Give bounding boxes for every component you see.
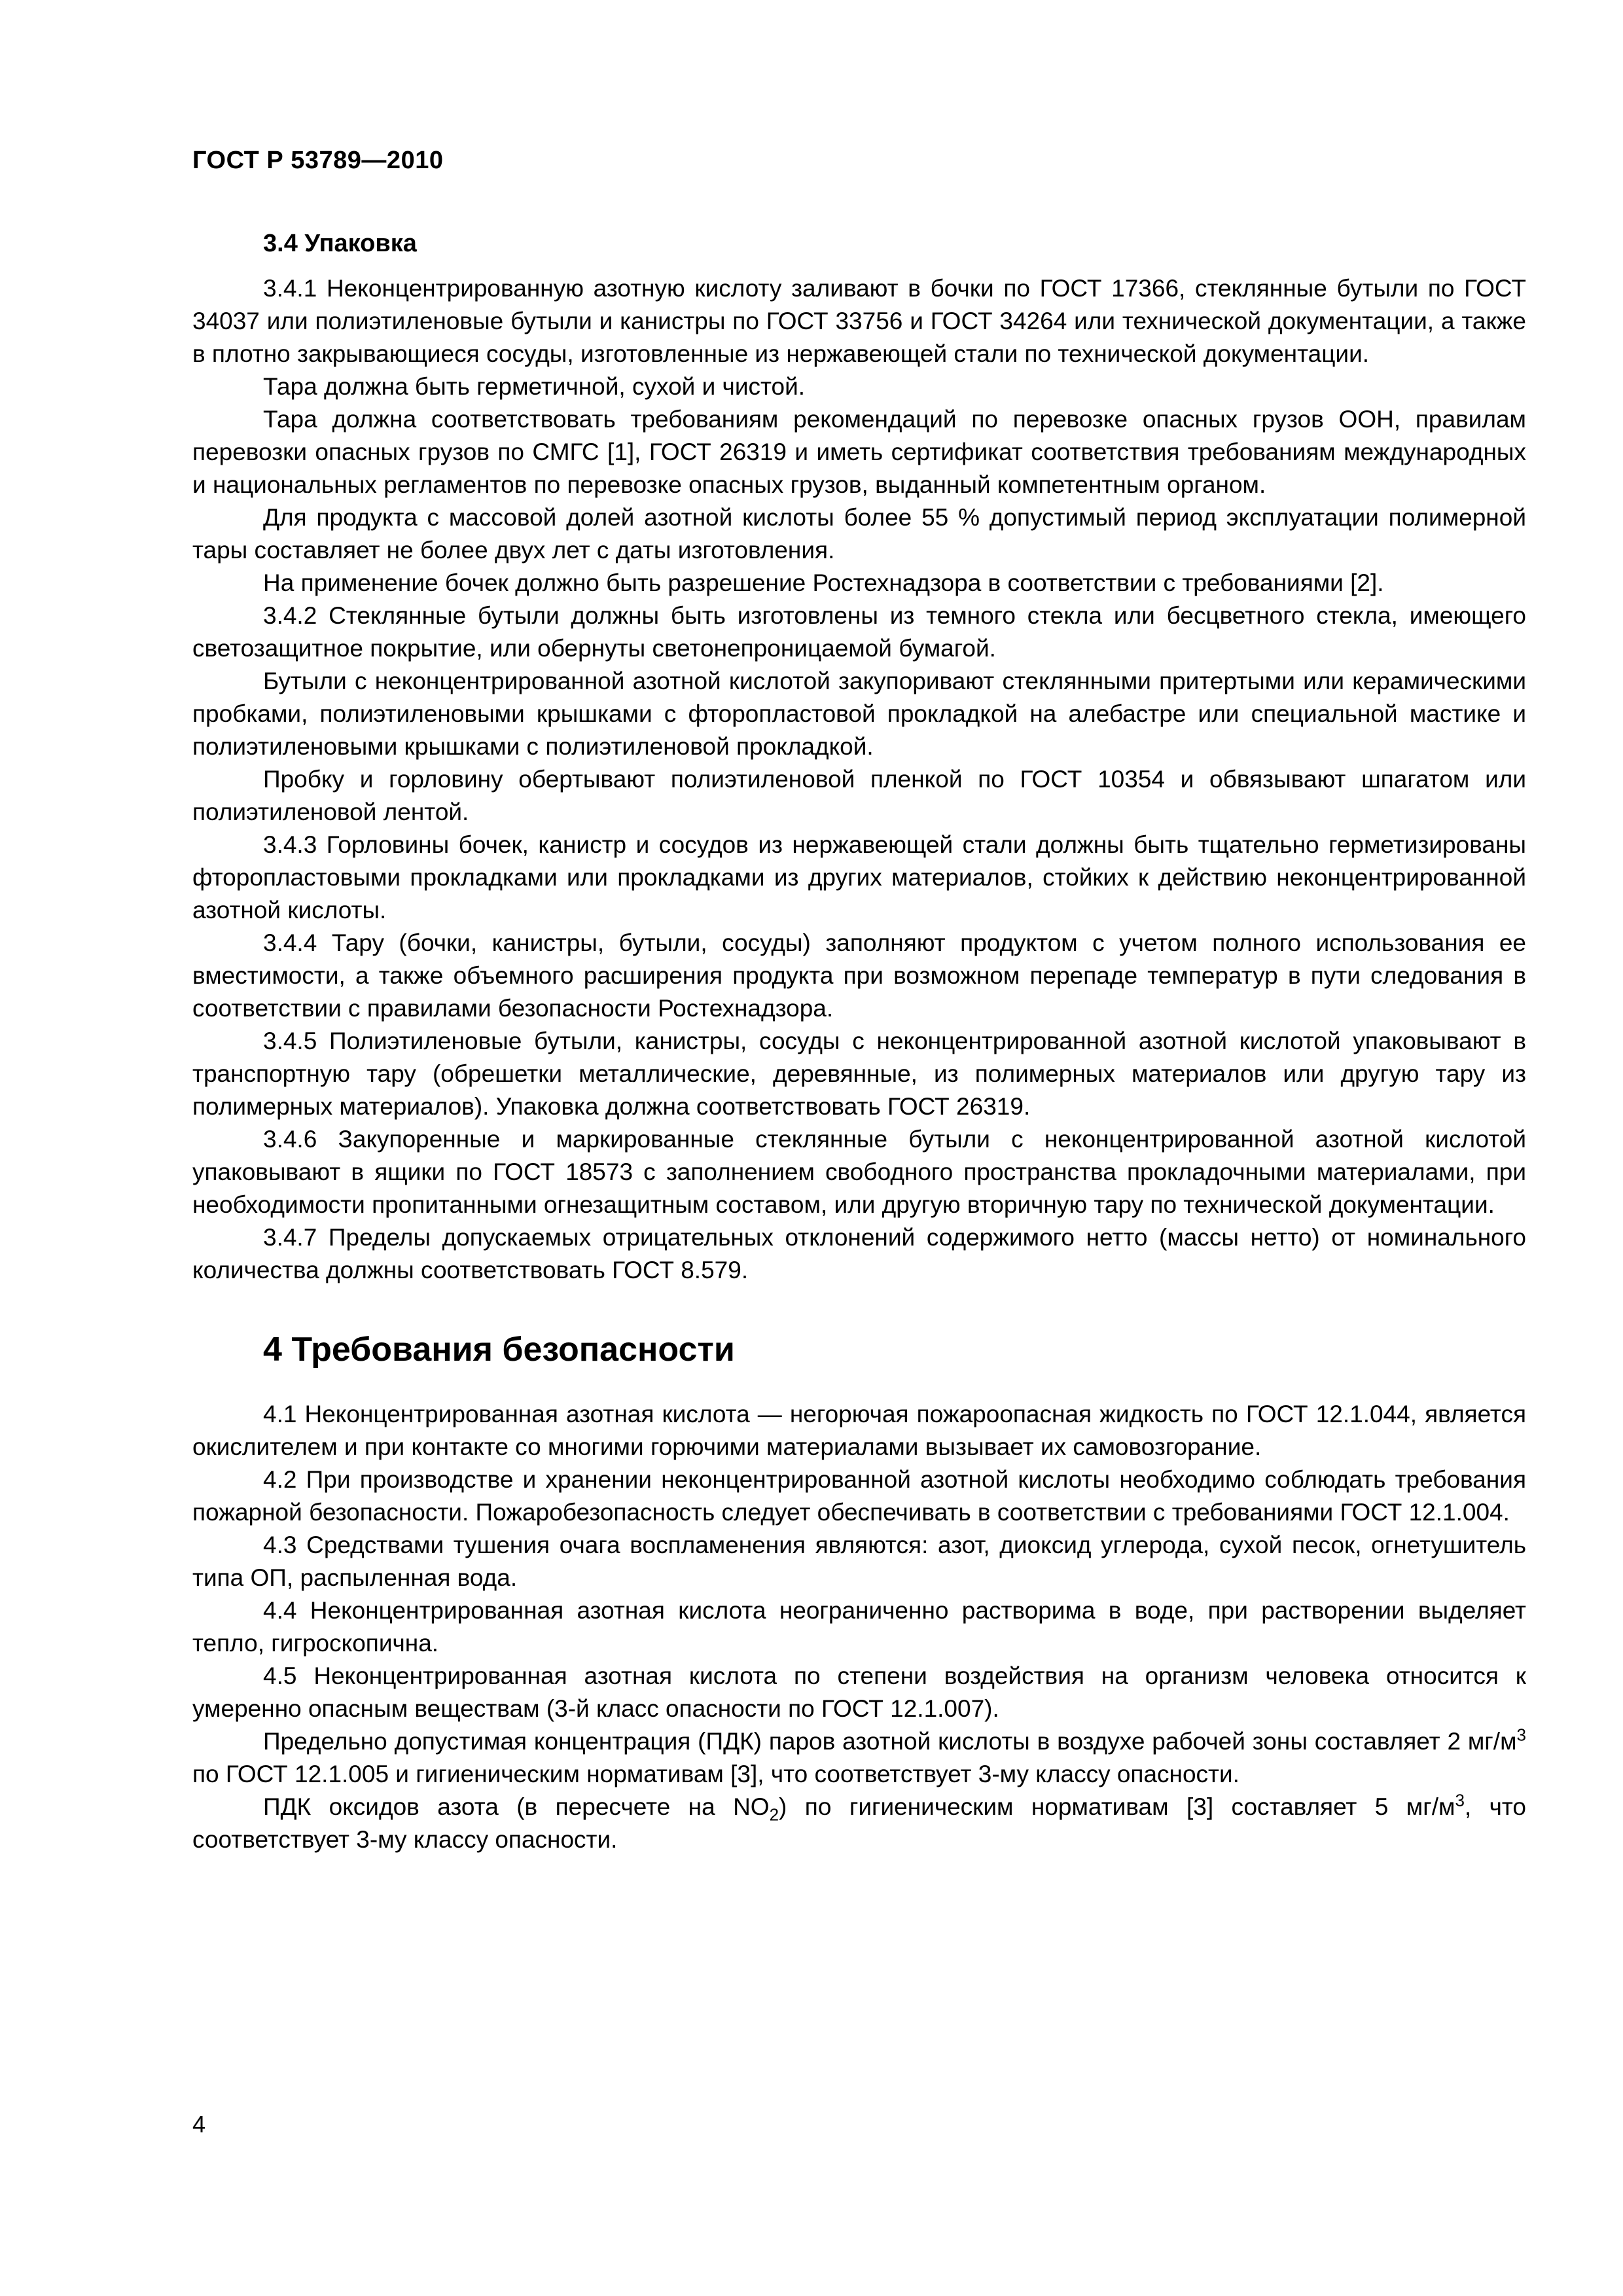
paragraph: 4.3 Средствами тушения очага воспламенения являются: азот, диоксид углерода, сухой песок, огнетушитель типа ОП, распыленная вода. bbox=[192, 1532, 1526, 1591]
pdk-superscript: 3 bbox=[1516, 1725, 1526, 1745]
paragraph: 4.1 Неконцентрированная азотная кислота — негорючая пожароопасная жидкость по ГОСТ 12.1.044, является окислителем и при контакте со многими горючими материалами вызывает их самовозгорание. bbox=[192, 1401, 1526, 1460]
paragraph-pdk bbox=[192, 1725, 1526, 1791]
pdk-text-part1: Предельно допустимая концентрация (ПДК) паров азотной кислоты в воздухе рабочей зоны составляет 2 мг/м bbox=[263, 1728, 1517, 1755]
paragraph: Тара должна быть герметичной, сухой и чистой. bbox=[263, 373, 806, 400]
page-number: 4 bbox=[192, 2111, 206, 2138]
packaging-paragraphs bbox=[192, 272, 1526, 1287]
paragraph: 3.4.6 Закупоренные и маркированные стеклянные бутыли с неконцентрированной азотной кислотой упаковывают в ящики по ГОСТ 18573 с заполнением свободного пространства прокладочными материалами, при необходимости пропитанными огнезащитным составом, или другую вторичную тару по технической документации. bbox=[192, 1126, 1526, 1218]
paragraph: На применение бочек должно быть разрешение Ростехнадзора в соответствии с требованиями [2]. bbox=[263, 569, 1384, 596]
pdk-text-part2: по ГОСТ 12.1.005 и гигиеническим нормативам [3], что соответствует 3-му классу опасности. bbox=[192, 1761, 1240, 1787]
paragraph: 3.4.7 Пределы допускаемых отрицательных отклонений содержимого нетто (массы нетто) от номинального количества должны соответствовать ГОСТ 8.579. bbox=[192, 1224, 1526, 1283]
paragraph: 4.5 Неконцентрированная азотная кислота по степени воздействия на организм человека относится к умеренно опасным веществам (3-й класс опасности по ГОСТ 12.1.007). bbox=[192, 1662, 1526, 1722]
paragraph: Пробку и горловину обертывают полиэтиленовой пленкой по ГОСТ 10354 и обвязывают шпагатом или полиэтиленовой лентой. bbox=[192, 766, 1526, 825]
paragraph: 3.4.2 Стеклянные бутыли должны быть изготовлены из темного стекла или бесцветного стекла, имеющего светозащитное покрытие, или обернуты светонепроницаемой бумагой. bbox=[192, 602, 1526, 662]
document-code: ГОСТ Р 53789—2010 bbox=[192, 147, 444, 174]
paragraph: Бутыли с неконцентрированной азотной кислотой закупоривают стеклянными притертыми или керамическими пробками, полиэтиленовыми крышками с фторопластовой прокладкой на алебастре или специальной мастике и полиэтиленовыми крышками с полиэтиленовой прокладкой. bbox=[192, 668, 1526, 760]
safety-paragraphs bbox=[192, 1398, 1526, 1856]
chapter-title-safety: 4 Требования безопасности bbox=[263, 1331, 735, 1369]
paragraph: Тара должна соответствовать требованиям рекомендаций по перевозке опасных грузов ООН, правилам перевозки опасных грузов по СМГС [1], ГОСТ 26319 и иметь сертификат соответствия требованиям международных и национальных регламентов по перевозке опасных грузов, выданный компетентным органом. bbox=[192, 406, 1526, 498]
document-body bbox=[192, 225, 1526, 1856]
paragraph: 3.4.5 Полиэтиленовые бутыли, канистры, сосуды с неконцентрированной азотной кислотой упаковывают в транспортную тару (обрешетки металлические, деревянные, из полимерных материалов или другую тару из полимерных материалов). Упаковка должна соответствовать ГОСТ 26319. bbox=[192, 1028, 1526, 1120]
nox-text-part1: ПДК оксидов азота (в пересчете на NO bbox=[263, 1793, 770, 1820]
section-title-packaging: 3.4 Упаковка bbox=[263, 230, 417, 257]
paragraph: 3.4.4 Тару (бочки, канистры, бутыли, сосуды) заполняют продуктом с учетом полного использования ее вместимости, а также объемного расширения продукта при возможном перепаде температур в пути следования в соответствии с правилами безопасности Ростехнадзора. bbox=[192, 929, 1526, 1022]
paragraph: 3.4.3 Горловины бочек, канистр и сосудов из нержавеющей стали должны быть тщательно герметизированы фторопластовыми прокладками или прокладками из других материалов, стойких к действию неконцентрированной азотной кислоты. bbox=[192, 831, 1526, 924]
nox-text-part2: ) по гигиеническим нормативам [3] составляет 5 мг/м bbox=[779, 1793, 1455, 1820]
nox-text-part3: , что соответствует 3-му классу опасности. bbox=[192, 1793, 1527, 1853]
paragraph-nox bbox=[192, 1791, 1526, 1856]
nox-superscript: 3 bbox=[1455, 1790, 1465, 1810]
paragraph: 4.2 При производстве и хранении неконцентрированной азотной кислоты необходимо соблюдать требования пожарной безопасности. Пожаробезопасность следует обеспечивать в соответствии с требованиями ГОСТ 12.1.004. bbox=[192, 1466, 1526, 1526]
paragraph: Для продукта с массовой долей азотной кислоты более 55 % допустимый период эксплуатации полимерной тары составляет не более двух лет с даты изготовления. bbox=[192, 504, 1526, 564]
paragraph: 3.4.1 Неконцентрированную азотную кислоту заливают в бочки по ГОСТ 17366, стеклянные бутыли по ГОСТ 34037 или полиэтиленовые бутыли и канистры по ГОСТ 33756 и ГОСТ 34264 или технической документации, а также в плотно закрывающиеся сосуды, изготовленные из нержавеющей стали по технической документации. bbox=[192, 275, 1526, 367]
paragraph: 4.4 Неконцентрированная азотная кислота неограниченно растворима в воде, при растворении выделяет тепло, гигроскопична. bbox=[192, 1597, 1526, 1657]
nox-subscript: 2 bbox=[769, 1804, 779, 1825]
